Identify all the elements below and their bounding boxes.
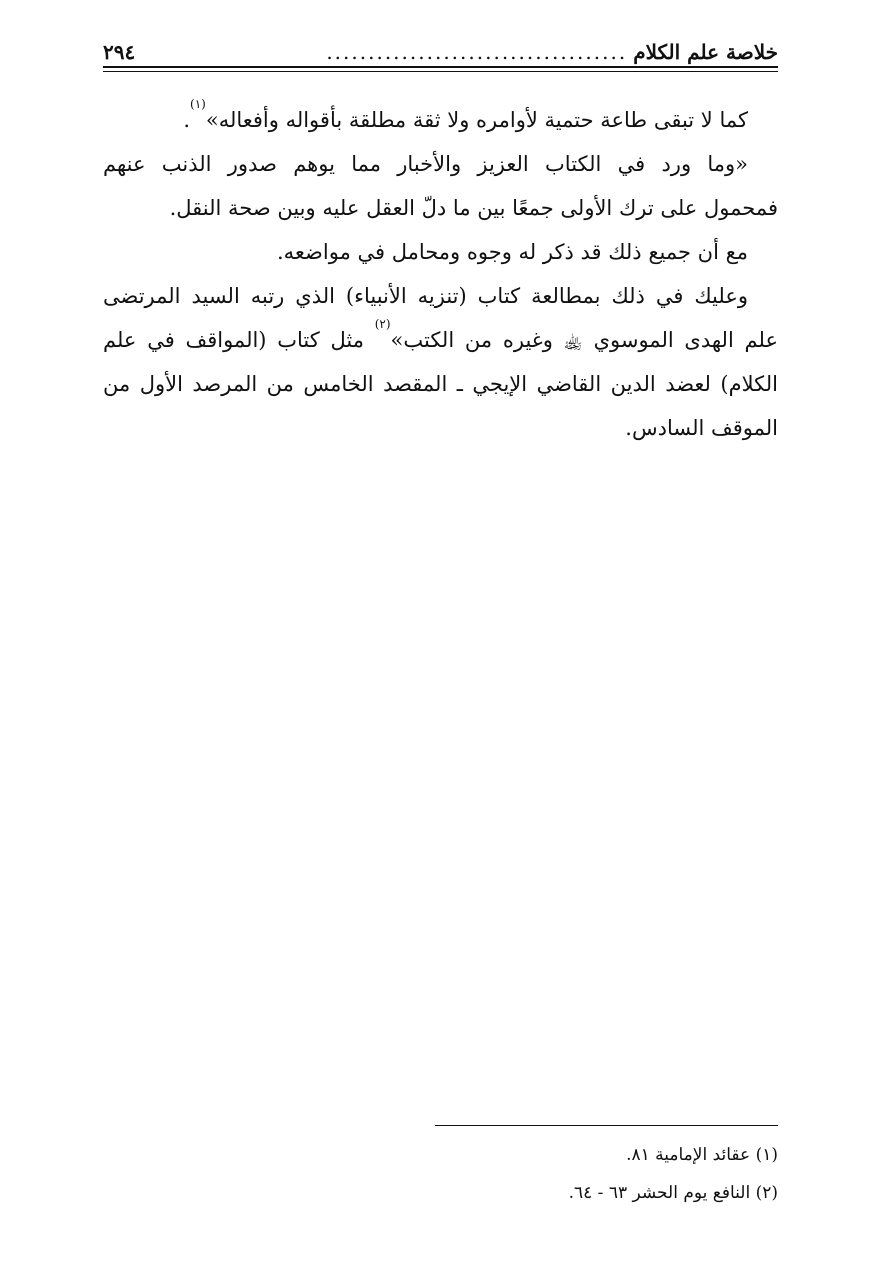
- paragraph-line: مع أن جميع ذلك قد ذكر له وجوه ومحامل في مواضعه.: [276, 240, 748, 264]
- footnote-separator: [435, 1125, 778, 1126]
- paragraph-line: [103, 318, 778, 362]
- paragraph-line: وعليك في ذلك بمطالعة كتاب (تنزيه الأنبياء) الذي رتبه السيد المرتضى: [103, 284, 748, 308]
- footnote-ref: (٢): [374, 317, 391, 331]
- page-number: ٢٩٤: [103, 40, 136, 64]
- line-text: مثل كتاب (المواقف في علم: [103, 328, 375, 352]
- line-text: كما لا تبقى طاعة حتمية لأوامره ولا ثقة مطلقة بأقواله وأفعاله»: [205, 108, 748, 132]
- header-title: خلاصة علم الكلام: [633, 40, 778, 64]
- footnote-ref: (١): [190, 97, 206, 111]
- footnote: (١) عقائد الإمامية ٨١.: [626, 1145, 778, 1165]
- header-rule: [103, 66, 778, 68]
- paragraph-line: فمحمول على ترك الأولى جمعًا بين ما دلّ العقل عليه وبين صحة النقل.: [169, 196, 778, 220]
- footnote: (٢) النافع يوم الحشر ٦٣ - ٦٤.: [568, 1183, 778, 1203]
- paragraph-line: الموقف السادس.: [625, 416, 778, 440]
- footnotes: [435, 1136, 778, 1212]
- header-leader-dots: ....................................: [326, 40, 628, 64]
- body-text: [103, 98, 778, 450]
- paragraph-line: [103, 98, 778, 142]
- paragraph-line: الكلام) لعضد الدين القاضي الإيجي ـ المقصد الخامس من المرصد الأول من: [103, 372, 778, 396]
- running-header: [103, 30, 778, 64]
- line-text: علم الهدى الموسوي ﵀ وغيره من الكتب»: [390, 328, 778, 352]
- line-end: .: [183, 108, 191, 132]
- header-rule-thin: [103, 71, 778, 72]
- paragraph-line: «وما ورد في الكتاب العزيز والأخبار مما يوهم صدور الذنب عنهم: [103, 152, 748, 176]
